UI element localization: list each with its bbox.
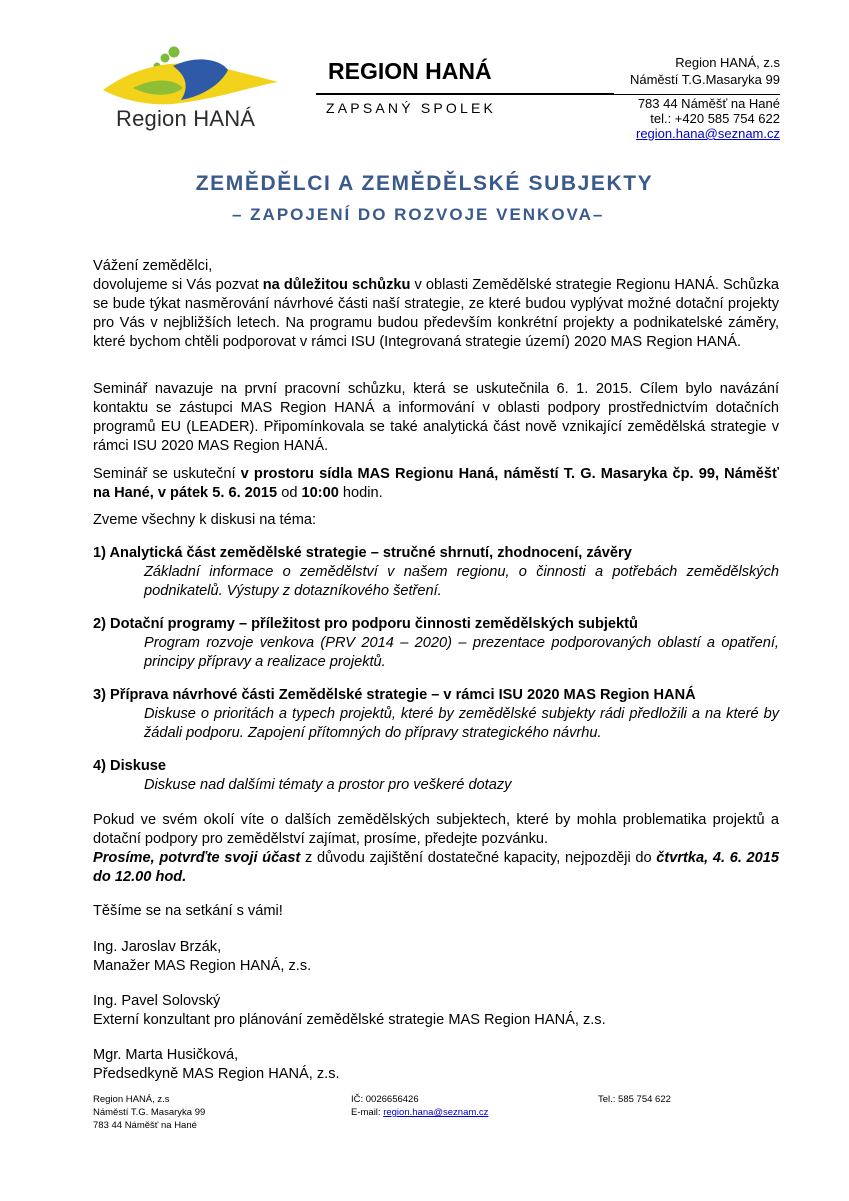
paragraph-venue bbox=[93, 465, 779, 503]
bold-text: 10:00 bbox=[301, 485, 339, 501]
paragraph-invite: Zveme všechny k diskusi na téma: bbox=[93, 512, 317, 528]
header-address-bottom bbox=[636, 96, 780, 141]
document-title: ZEMĚDĚLCI A ZEMĚDĚLSKÉ SUBJEKTY bbox=[195, 172, 654, 195]
signature-role: Manažer MAS Region HANÁ, z.s. bbox=[93, 958, 312, 974]
address-line: Náměstí T.G.Masaryka 99 bbox=[629, 72, 780, 87]
address-line: Region HANÁ, z.s bbox=[675, 55, 780, 70]
bold-italic-text: čtvrtka, 4. 6. 2015 do 12.00 hod. bbox=[93, 850, 780, 885]
email-link[interactable]: region.hana@seznam.cz bbox=[636, 126, 780, 141]
topic-heading: 3) Příprava návrhové části Zemědělské strategie – v rámci ISU 2020 MAS Region HANÁ bbox=[93, 687, 696, 703]
footer-contact bbox=[351, 1093, 488, 1119]
text: Seminář se uskuteční bbox=[93, 466, 241, 482]
header-divider bbox=[316, 93, 614, 95]
topic-text: Diskuse o prioritách a typech projektů, které by zemědělské subjekty rádi předložili a na které by žádali podporu. Zapojení přítomných do přípravy strategického návrhu. bbox=[144, 706, 779, 741]
document-subtitle: – ZAPOJENÍ DO ROZVOJE VENKOVA– bbox=[232, 205, 605, 224]
text: od bbox=[277, 485, 302, 501]
footer-email-link[interactable]: region.hana@seznam.cz bbox=[383, 1107, 489, 1118]
footer-line: Náměstí T.G. Masaryka 99 bbox=[93, 1107, 206, 1118]
bold-text: na důležitou schůzku bbox=[262, 277, 411, 293]
header-address-top bbox=[630, 54, 780, 88]
closing: Těšíme se na setkání s vámi! bbox=[93, 903, 283, 919]
signature-name: Mgr. Marta Husičková, bbox=[93, 1047, 239, 1063]
text: hodin. bbox=[338, 485, 383, 501]
paragraph-share: Pokud ve svém okolí víte o dalších zemědělských subjektech, které by mohla problematika projektů a dotační podpory pro zemědělství zajímat, prosíme, předejte pozvánku. bbox=[93, 812, 779, 847]
footer-line: Region HANÁ, z.s bbox=[93, 1094, 170, 1105]
bold-text: v prostoru sídla MAS Regionu Haná, náměstí T. G. Masaryka čp. 99, Náměšť na Hané, v pátek 5. 6. 2015 bbox=[93, 466, 780, 501]
org-name: REGION HANÁ bbox=[328, 58, 492, 84]
paragraph-seminar: Seminář navazuje na první pracovní schůzku, která se uskutečnila 6. 1. 2015. Cílem bylo navázání kontaktu se zástupci MAS Region HANÁ a informování v oblasti podpory prostřednictvím dotačních programů EU (LEADER). Připomínkovala se také analytická část nově vznikající zemědělská strategie v rámci ISU 2020 MAS Region HANÁ. bbox=[93, 381, 779, 454]
signature bbox=[93, 938, 779, 976]
topic-text: Základní informace o zemědělství v našem regionu, o činnosti a potřebách zemědělských podnikatelů. Výstupy z dotazníkového šetření. bbox=[144, 564, 779, 599]
address-divider bbox=[613, 94, 780, 95]
phone: tel.: +420 585 754 622 bbox=[650, 111, 780, 126]
signature bbox=[93, 1046, 779, 1084]
footer-line: 783 44 Náměšť na Hané bbox=[93, 1120, 197, 1131]
paragraph-intro bbox=[93, 276, 779, 352]
bold-italic-text: Prosíme, potvrďte svoji účast bbox=[93, 850, 301, 866]
footer-email-label: E-mail: bbox=[351, 1107, 384, 1118]
topic-text: Program rozvoje venkova (PRV 2014 – 2020) – prezentace podporovaných oblastí a opatření, principy přípravy a realizace projektů. bbox=[144, 635, 779, 670]
text: v oblasti Zemědělské strategie Regionu HANÁ. Schůzka se bude týkat nasměrování návrhové části naší strategie, ze které budou vyplývat možné dotační projekty pro Vás v nejbližších letech. Na programu budou především konkrétní projekty a podnikatelské záměry, které bychom chtěli podporovat v rámci ISU (Integrovaná strategie území) 2020 MAS Region HANÁ. bbox=[93, 277, 779, 350]
signature-name: Ing. Jaroslav Brzák, bbox=[93, 939, 222, 955]
signature-role: Externí konzultant pro plánování zemědělské strategie MAS Region HANÁ, z.s. bbox=[93, 1012, 606, 1028]
greeting: Vážení zemědělci, bbox=[93, 258, 213, 274]
topic-heading: 4) Diskuse bbox=[93, 758, 167, 774]
paragraph-confirm bbox=[93, 849, 779, 887]
signature-name: Ing. Pavel Solovský bbox=[93, 993, 221, 1009]
text: dovolujeme si Vás pozvat bbox=[93, 277, 263, 293]
topic-heading: 2) Dotační programy – příležitost pro podporu činnosti zemědělských subjektů bbox=[93, 616, 638, 632]
text: z důvodu zajištění dostatečné kapacity, nejpozději do bbox=[300, 850, 657, 866]
topic-text: Diskuse nad dalšími tématy a prostor pro veškeré dotazy bbox=[144, 777, 512, 793]
address-line: 783 44 Náměšť na Hané bbox=[637, 96, 780, 111]
topic-heading: 1) Analytická část zemědělské strategie – stručné shrnutí, zhodnocení, závěry bbox=[93, 545, 632, 561]
footer-ic: IČ: 0026656426 bbox=[351, 1094, 419, 1105]
org-subtitle: ZAPSANÝ SPOLEK bbox=[326, 100, 497, 116]
signature bbox=[93, 992, 779, 1030]
logo-text: Region HANÁ bbox=[116, 106, 256, 131]
footer-address bbox=[93, 1093, 205, 1132]
signature-role: Předsedkyně MAS Region HANÁ, z.s. bbox=[93, 1066, 340, 1082]
footer-phone: Tel.: 585 754 622 bbox=[598, 1094, 671, 1105]
